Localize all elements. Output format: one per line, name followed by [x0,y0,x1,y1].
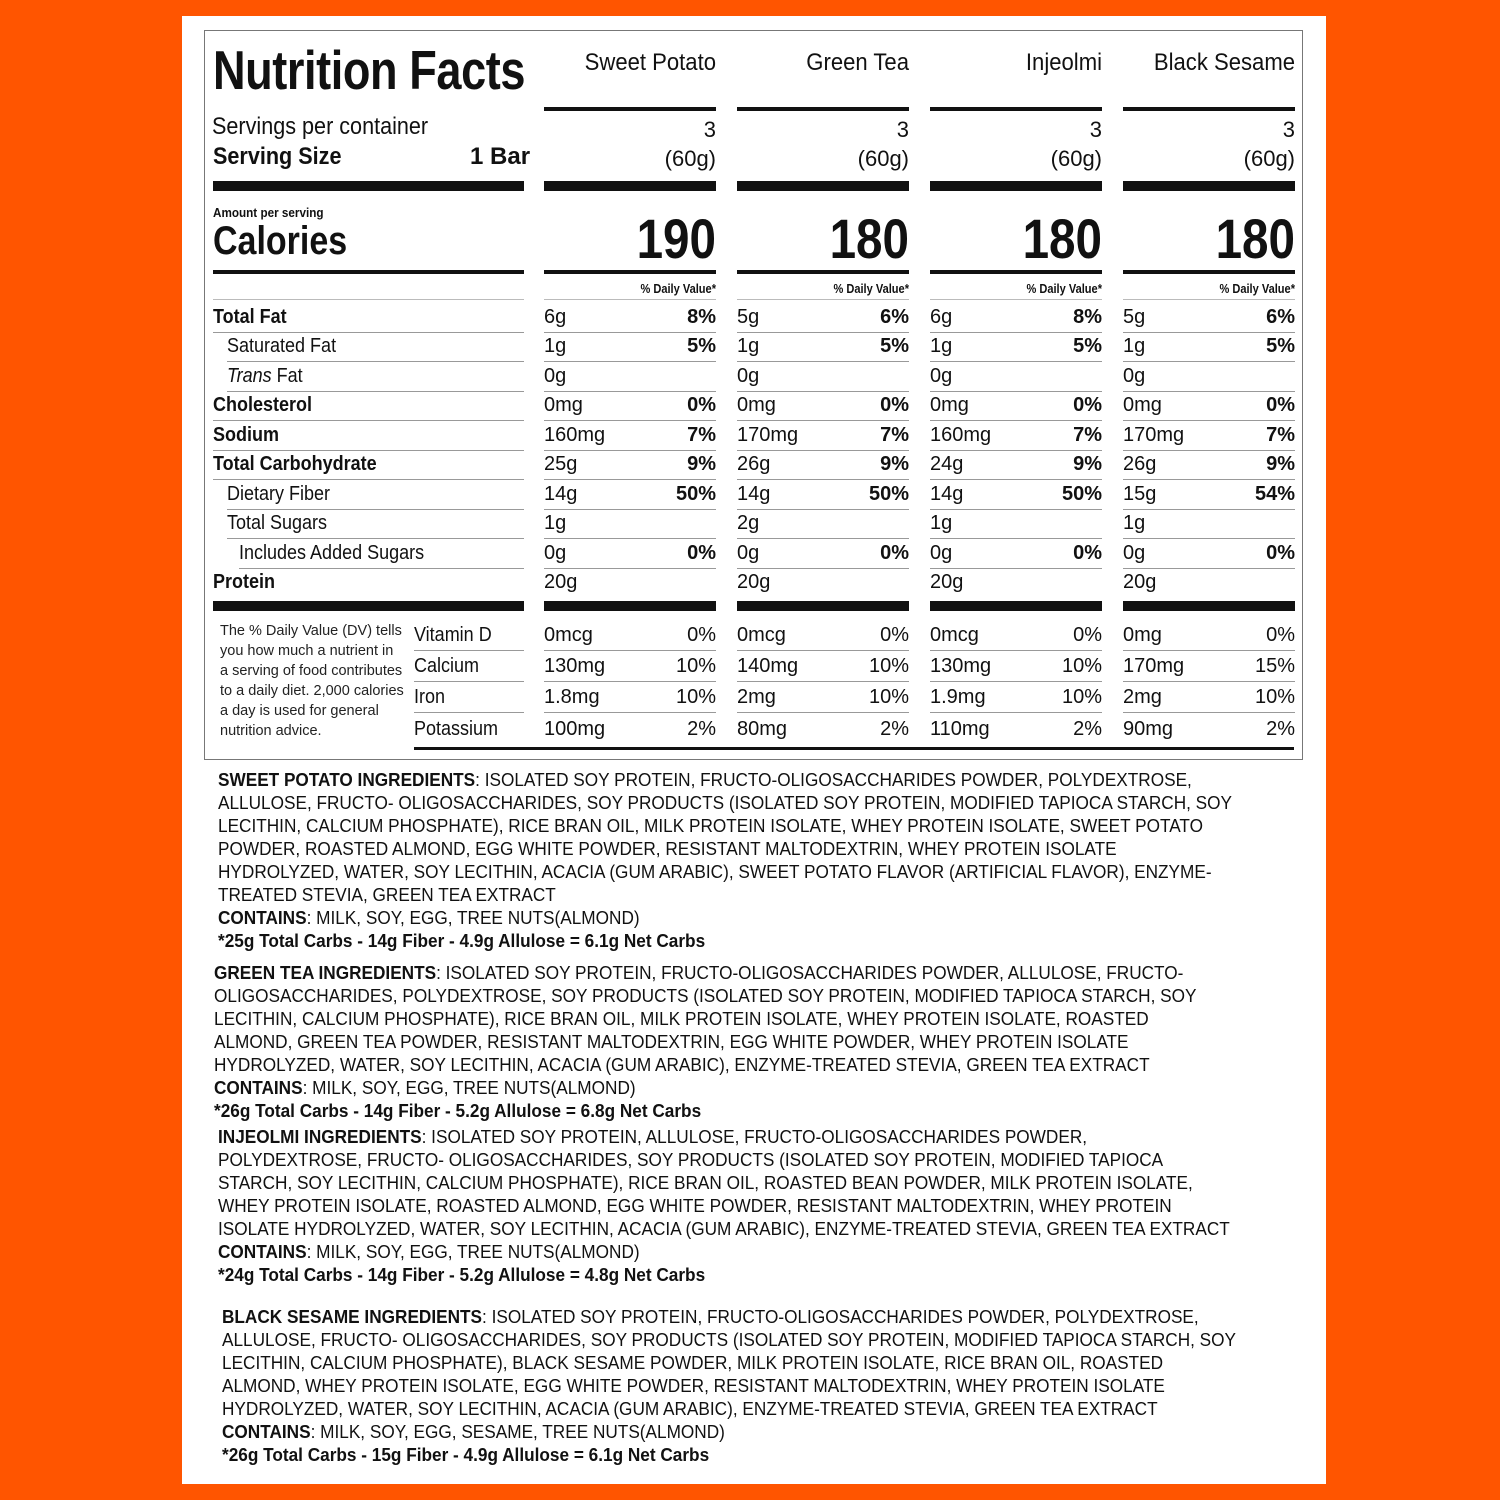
vitamin-percent: 10% [1254,686,1295,708]
row-divider [414,650,524,651]
row-divider [544,538,716,539]
nutrient-amount: 6g [544,306,567,328]
nutrition-facts-title: Nutrition Facts [213,39,526,101]
vitamin-percent: 10% [868,686,909,708]
vitamin-amount: 2mg [737,686,776,708]
thick-divider [1123,601,1295,611]
vitamin-percent: 0% [1266,624,1295,646]
allergen-list: : MILK, SOY, EGG, TREE NUTS(ALMOND) [306,907,640,928]
thick-divider [737,601,909,611]
ingredients-heading: SWEET POTATO INGREDIENTS [218,769,476,790]
nutrient-label: Includes Added Sugars [239,542,425,564]
row-divider [1123,712,1295,713]
daily-value-percent: 7% [687,424,716,446]
serving-size-label: Serving Size [213,143,342,170]
nutrient-amount: 0g [930,542,953,564]
medium-divider [544,270,716,274]
servings-count: 3 [1282,117,1295,142]
nutrient-amount: 20g [544,571,578,593]
row-divider [737,361,909,362]
row-divider [227,361,524,362]
column-divider [737,107,909,111]
allergen-list: : MILK, SOY, EGG, TREE NUTS(ALMOND) [302,1077,636,1098]
row-divider [544,509,716,510]
nutrient-amount: 1g [930,335,953,357]
row-divider [737,420,909,421]
ingredients-heading: GREEN TEA INGREDIENTS [214,962,437,983]
serving-grams: (60g) [1243,146,1295,171]
calories-value: 180 [829,207,909,270]
vitamin-amount: 90mg [1123,718,1174,740]
nutrient-amount: 20g [930,571,964,593]
daily-value-footnote: The % Daily Value (DV) tells you how much a nutrient in a serving of food contributes to a daily diet. 2,000 calories a day is used for general nutrition advice. [220,623,404,739]
vitamin-percent: 10% [1061,655,1102,677]
calories-value: 180 [1022,207,1102,270]
daily-value-percent: 0% [1073,542,1102,564]
ingredients-text: : ISOLATED SOY PROTEIN, ALLULOSE, FRUCTO-OLIGOSACCHARIDES POWDER, POLYDEXTROSE, FRUCTO- OLIGOSACCHARIDES, SOY PRODUCTS (ISOLATED SOY PROTEIN, MODIFIED TAPIOCA STARCH, SOY LECITHIN, CALCIUM PHOSPHATE), RICE BRAN OIL, ROASTED BEAN POWDER, MILK PROTEIN ISOLATE, WHEY PROTEIN ISOLATE, ROASTED ALMOND, EGG WHITE POWDER, RESISTANT MALTODEXTRIN, WHEY PROTEIN ISOLATE HYDROLYZED, WATER, SOY LECITHIN, ACACIA (GUM ARABIC), ENZYME-TREATED STEVIA, GREEN TEA EXTRACT [218,1126,1230,1239]
nutrient-amount: 0mg [930,394,969,416]
nutrient-label: Cholesterol [213,394,313,416]
nutrient-amount: 0g [544,365,567,387]
thick-divider [544,601,716,611]
vitamin-percent: 2% [1266,718,1295,740]
vitamin-amount: 140mg [737,655,799,677]
nutrient-label: Total Fat [213,306,287,328]
vitamin-percent: 0% [880,624,909,646]
nutrient-amount: 0g [1123,542,1146,564]
nutrient-amount: 20g [1123,571,1157,593]
thick-divider [930,181,1102,191]
nutrient-amount: 0mg [544,394,583,416]
ingredients-text: : ISOLATED SOY PROTEIN, FRUCTO-OLIGOSACCHARIDES POWDER, ALLULOSE, FRUCTO-OLIGOSACCHARIDES, POLYDEXTROSE, SOY PRODUCTS (ISOLATED SOY PROTEIN, MODIFIED TAPIOCA STARCH, SOY LECITHIN, CALCIUM PHOSPHATE), RICE BRAN OIL, MILK PROTEIN ISOLATE, WHEY PROTEIN ISOLATE, ROASTED ALMOND, GREEN TEA POWDER, RESISTANT MALTODEXTRIN, EGG WHITE POWDER, WHEY PROTEIN ISOLATE HYDROLYZED, WATER, SOY LECITHIN, ACACIA (GUM ARABIC), ENZYME-TREATED STEVIA, GREEN TEA EXTRACT [214,962,1197,1075]
medium-divider [1123,270,1295,274]
contains-label: CONTAINS [218,907,307,928]
nutrient-amount: 0g [737,542,760,564]
row-divider [930,681,1102,682]
nutrient-amount: 160mg [544,424,606,446]
bottom-divider [414,747,1294,750]
trans-label: Trans [227,365,272,387]
calories-value: 190 [636,207,716,270]
vitamin-amount: 110mg [930,718,990,740]
row-divider [213,299,524,300]
row-divider [544,420,716,421]
nutrient-amount: 5g [1123,306,1146,328]
row-divider [930,361,1102,362]
daily-value-percent: 0% [687,394,716,416]
vitamin-amount: 130mg [544,655,606,677]
nutrient-amount: 14g [930,483,964,505]
thick-divider [737,181,909,191]
row-divider [930,479,1102,480]
row-divider [1123,509,1295,510]
vitamin-amount: 0mcg [544,624,593,646]
daily-value-percent: 5% [687,335,716,357]
nutrient-amount: 0g [1123,365,1146,387]
nutrient-amount: 1g [544,512,567,534]
daily-value-header: % Daily Value* [1219,281,1295,296]
contains-label: CONTAINS [214,1077,303,1098]
thick-divider [1123,181,1295,191]
net-carbs-note: *26g Total Carbs - 14g Fiber - 5.2g Allulose = 6.8g Net Carbs [214,1100,702,1121]
row-divider [1123,299,1295,300]
row-divider [544,650,716,651]
daily-value-percent: 5% [1073,335,1102,357]
serving-size-value: 1 Bar [470,143,531,170]
daily-value-percent: 7% [1073,424,1102,446]
servings-count: 3 [896,117,909,142]
row-divider [213,479,524,480]
ingredients-injeolmi [218,1125,1232,1286]
nutrient-amount: 0g [737,365,760,387]
nutrient-amount: 15g [1123,483,1157,505]
servings-count: 3 [1089,117,1102,142]
allergen-list: : MILK, SOY, EGG, TREE NUTS(ALMOND) [306,1241,640,1262]
row-divider [930,538,1102,539]
ingredients-green-tea [214,961,1228,1122]
row-divider [930,712,1102,713]
daily-value-percent: 8% [687,306,716,328]
calories-label: Calories [213,219,348,263]
row-divider [1123,361,1295,362]
daily-value-percent: 9% [880,453,909,475]
row-divider [1123,681,1295,682]
row-divider [544,479,716,480]
servings-per-container-label: Servings per container [212,113,429,140]
nutrient-amount: 20g [737,571,771,593]
flavor-name: Injeolmi [1025,49,1102,76]
daily-value-percent: 9% [1073,453,1102,475]
vitamin-percent: 0% [687,624,716,646]
row-divider [737,650,909,651]
nutrient-amount: 1g [1123,335,1146,357]
vitamin-percent: 2% [1073,718,1102,740]
nutrient-amount: 26g [1123,453,1157,475]
row-divider [930,299,1102,300]
row-divider [930,420,1102,421]
vitamin-amount: 0mcg [737,624,786,646]
amount-per-serving-label: Amount per serving [213,205,324,220]
vitamin-amount: 1.8mg [544,686,600,708]
vitamin-percent: 10% [675,686,716,708]
vitamin-label: Iron [414,686,446,708]
row-divider [737,509,909,510]
daily-value-percent: 0% [1266,394,1295,416]
row-divider [1123,650,1295,651]
vitamin-amount: 1.9mg [930,686,986,708]
nutrient-amount: 1g [544,335,567,357]
nutrient-amount: 1g [737,335,760,357]
daily-value-percent: 7% [880,424,909,446]
vitamin-percent: 10% [675,655,716,677]
nutrient-amount: 24g [930,453,964,475]
nutrient-amount: 26g [737,453,771,475]
row-divider [544,361,716,362]
vitamin-amount: 100mg [544,718,606,740]
ingredients-text: : ISOLATED SOY PROTEIN, FRUCTO-OLIGOSACCHARIDES POWDER, POLYDEXTROSE, ALLULOSE, FRUCTO- OLIGOSACCHARIDES, SOY PRODUCTS (ISOLATED SOY PROTEIN, MODIFIED TAPIOCA STARCH, SOY LECITHIN, CALCIUM PHOSPHATE), RICE BRAN OIL, MILK PROTEIN ISOLATE, WHEY PROTEIN ISOLATE, SWEET POTATO POWDER, ROASTED ALMOND, EGG WHITE POWDER, RESISTANT MALTODEXTRIN, WHEY PROTEIN ISOLATE HYDROLYZED, WATER, SOY LECITHIN, ACACIA (GUM ARABIC), SWEET POTATO FLAVOR (ARTIFICIAL FLAVOR), ENZYME-TREATED STEVIA, GREEN TEA EXTRACT [218,769,1232,905]
row-divider [544,712,716,713]
row-divider [737,299,909,300]
daily-value-percent: 0% [687,542,716,564]
daily-value-percent: 9% [1266,453,1295,475]
nutrient-label: Sodium [213,424,280,446]
nutrient-amount: 170mg [737,424,799,446]
vitamin-percent: 15% [1254,655,1295,677]
vitamin-amount: 130mg [930,655,992,677]
daily-value-percent: 0% [880,542,909,564]
net-carbs-note: *26g Total Carbs - 15g Fiber - 4.9g Allulose = 6.1g Net Carbs [222,1444,710,1465]
daily-value-percent: 50% [675,483,716,505]
daily-value-percent: 50% [868,483,909,505]
daily-value-percent: 7% [1266,424,1295,446]
row-divider [544,681,716,682]
medium-divider [737,270,909,274]
calories-value: 180 [1215,207,1295,270]
daily-value-percent: 8% [1073,306,1102,328]
flavor-name: Green Tea [806,49,909,76]
row-divider [239,568,524,569]
daily-value-percent: 5% [880,335,909,357]
nutrient-label [227,363,303,389]
row-divider [1123,538,1295,539]
row-divider [930,509,1102,510]
nutrient-amount: 14g [737,483,771,505]
row-divider [414,681,524,682]
medium-divider [930,270,1102,274]
nutrient-amount: 2g [737,512,760,534]
vitamin-amount: 0mcg [930,624,979,646]
vitamin-percent: 2% [687,718,716,740]
daily-value-percent: 9% [687,453,716,475]
vitamin-amount: 0mg [1123,624,1162,646]
nutrient-amount: 14g [544,483,578,505]
nutrient-amount: 0g [544,542,567,564]
nutrient-label: Saturated Fat [227,335,337,357]
daily-value-header: % Daily Value* [1026,281,1102,296]
column-divider [930,107,1102,111]
vitamin-amount: 80mg [737,718,788,740]
row-divider [737,538,909,539]
vitamin-amount: 2mg [1123,686,1162,708]
nutrient-amount: 0mg [1123,394,1162,416]
nutrient-amount: 160mg [930,424,992,446]
ingredients-sweet-potato [218,768,1232,952]
daily-value-header: % Daily Value* [640,281,716,296]
contains-label: CONTAINS [222,1421,311,1442]
thick-divider [930,601,1102,611]
vitamin-percent: 10% [868,655,909,677]
vitamin-percent: 0% [1073,624,1102,646]
nutrient-amount: 6g [930,306,953,328]
row-divider [544,299,716,300]
daily-value-header: % Daily Value* [833,281,909,296]
net-carbs-note: *24g Total Carbs - 14g Fiber - 5.2g Allulose = 4.8g Net Carbs [218,1264,706,1285]
row-divider [1123,479,1295,480]
serving-grams: (60g) [664,146,716,171]
row-divider [930,650,1102,651]
net-carbs-note: *25g Total Carbs - 14g Fiber - 4.9g Allulose = 6.1g Net Carbs [218,930,706,951]
nutrient-label: Dietary Fiber [227,483,331,505]
ingredients-heading: INJEOLMI INGREDIENTS [218,1126,422,1147]
thick-divider [544,181,716,191]
nutrient-amount: 1g [930,512,953,534]
daily-value-percent: 6% [880,306,909,328]
row-divider [1123,420,1295,421]
daily-value-percent: 6% [1266,306,1295,328]
row-divider [227,538,524,539]
daily-value-percent: 50% [1061,483,1102,505]
serving-grams: (60g) [857,146,909,171]
row-divider [737,712,909,713]
column-divider [1123,107,1295,111]
daily-value-percent: 0% [1266,542,1295,564]
trans-fat-suffix: Fat [271,365,303,387]
ingredients-heading: BLACK SESAME INGREDIENTS [222,1306,483,1327]
contains-label: CONTAINS [218,1241,307,1262]
nutrient-amount: 25g [544,453,578,475]
daily-value-percent: 5% [1266,335,1295,357]
medium-divider [213,270,524,274]
flavor-name: Black Sesame [1153,49,1295,76]
ingredients-black-sesame [222,1305,1236,1466]
allergen-list: : MILK, SOY, EGG, SESAME, TREE NUTS(ALMOND) [310,1421,725,1442]
ingredients-text: : ISOLATED SOY PROTEIN, FRUCTO-OLIGOSACCHARIDES POWDER, POLYDEXTROSE, ALLULOSE, FRUCTO- OLIGOSACCHARIDES, SOY PRODUCTS (ISOLATED SOY PROTEIN, MODIFIED TAPIOCA STARCH, SOY LECITHIN, CALCIUM PHOSPHATE), BLACK SESAME POWDER, MILK PROTEIN ISOLATE, RICE BRAN OIL, ROASTED ALMOND, WHEY PROTEIN ISOLATE, EGG WHITE POWDER, RESISTANT MALTODEXTRIN, WHEY PROTEIN ISOLATE HYDROLYZED, WATER, SOY LECITHIN, ACACIA (GUM ARABIC), ENZYME-TREATED STEVIA, GREEN TEA EXTRACT [222,1306,1236,1419]
thick-divider [213,181,524,191]
nutrient-label: Total Sugars [227,512,328,534]
vitamin-label: Potassium [414,718,499,740]
servings-count: 3 [703,117,716,142]
nutrient-label: Protein [213,571,276,593]
nutrient-amount: 5g [737,306,760,328]
vitamin-percent: 2% [880,718,909,740]
vitamin-label: Calcium [414,655,480,677]
nutrition-facts-label [204,30,1303,760]
product-info-panel [182,16,1326,1484]
vitamin-amount: 170mg [1123,655,1185,677]
nutrient-amount: 1g [1123,512,1146,534]
nutrient-label: Total Carbohydrate [213,453,377,475]
row-divider [213,420,524,421]
daily-value-percent: 0% [1073,394,1102,416]
daily-value-percent: 0% [880,394,909,416]
row-divider [414,712,524,713]
row-divider [737,479,909,480]
column-divider [544,107,716,111]
serving-grams: (60g) [1050,146,1102,171]
flavor-name: Sweet Potato [584,49,716,76]
nutrient-amount: 0g [930,365,953,387]
vitamin-label: Vitamin D [414,624,492,646]
row-divider [737,681,909,682]
nutrient-amount: 170mg [1123,424,1185,446]
thick-divider [213,601,524,611]
vitamin-percent: 10% [1061,686,1102,708]
nutrient-amount: 0mg [737,394,776,416]
daily-value-percent: 54% [1254,483,1295,505]
